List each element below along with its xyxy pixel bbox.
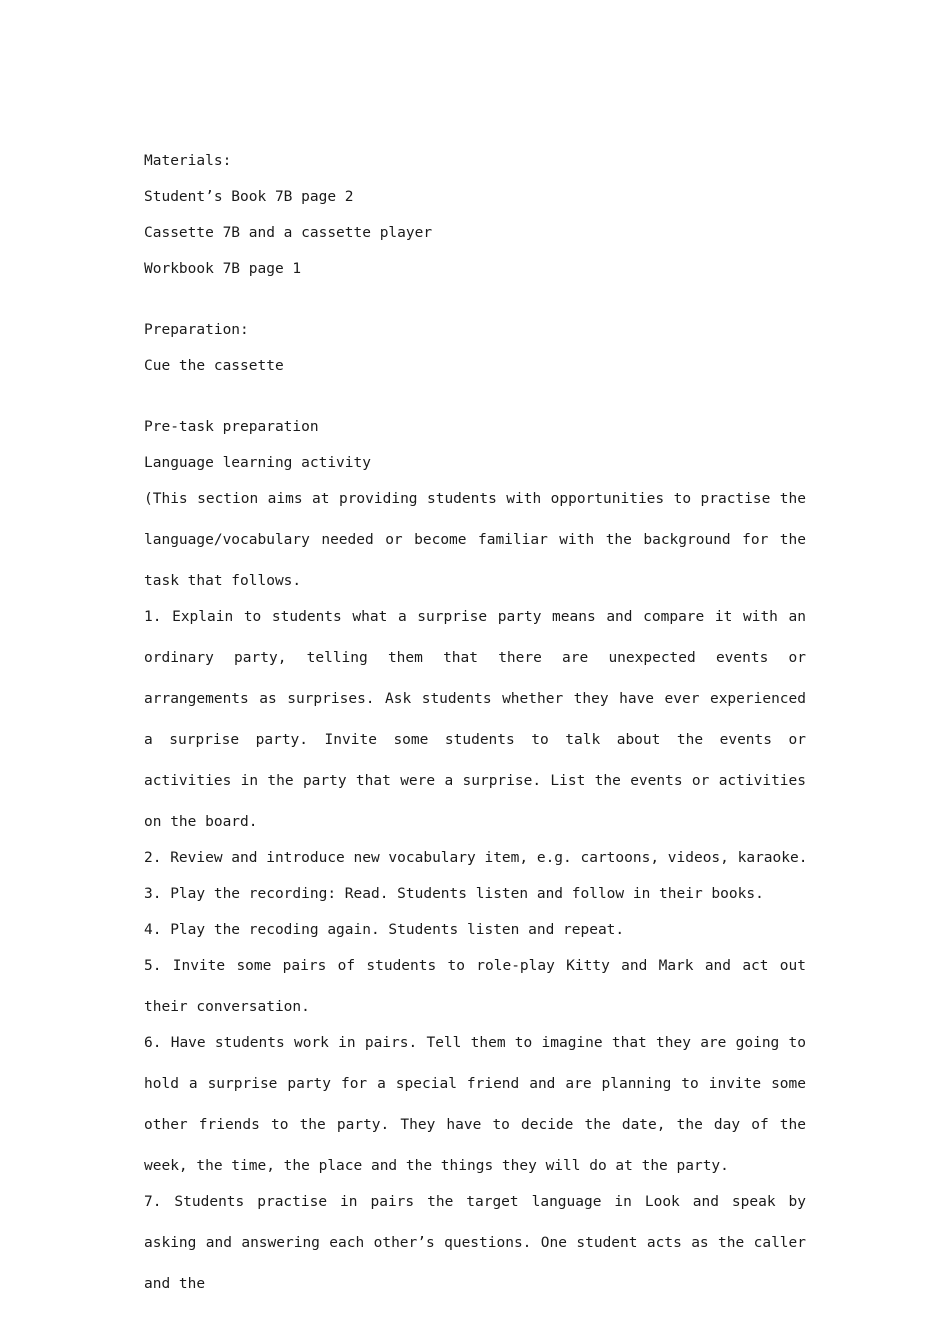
pretask-step-7: 7. Students practise in pairs the target language in Look and speak by asking and answering each other’s questions. One student acts as the caller and the: [144, 1193, 806, 1292]
preparation-heading: Preparation:: [144, 322, 249, 338]
pretask-step-2: 2. Review and introduce new vocabulary item, e.g. cartoons, videos, karaoke.: [144, 850, 808, 866]
pretask-heading: Pre-task preparation: [144, 419, 319, 435]
pretask-step-3: 3. Play the recording: Read. Students listen and follow in their books.: [144, 886, 764, 902]
materials-item: Student’s Book 7B page 2: [144, 189, 354, 205]
pretask-subheading: Language learning activity: [144, 455, 371, 471]
section-spacer: [144, 287, 806, 312]
materials-item: Workbook 7B page 1: [144, 261, 302, 277]
materials-heading: Materials:: [144, 153, 232, 169]
pretask-step-4: 4. Play the recoding again. Students listen and repeat.: [144, 922, 625, 938]
pretask-step-6: 6. Have students work in pairs. Tell them to imagine that they are going to hold a surprise party for a special friend and are planning to invite some other friends to the party. They have to decide the date, the day of the week, the time, the place and the things they will do at the party.: [144, 1034, 806, 1174]
pretask-section: [144, 409, 806, 1307]
materials-section: [144, 143, 806, 287]
lesson-plan-body: [144, 143, 806, 1302]
section-spacer: [144, 384, 806, 409]
pretask-step-1: 1. Explain to students what a surprise party means and compare it with an ordinary party, telling them that there are unexpected events or arrangements as surprises. Ask students whether they have ever experienced a surprise party. Invite some students to talk about the events or activities in the party that were a surprise. List the events or activities on the board.: [144, 608, 806, 830]
materials-item: Cassette 7B and a cassette player: [144, 225, 433, 241]
pretask-step-5: 5. Invite some pairs of students to role-play Kitty and Mark and act out their conversation.: [144, 957, 806, 1015]
preparation-item: Cue the cassette: [144, 358, 284, 374]
pretask-intro: (This section aims at providing students with opportunities to practise the language/vocabulary needed or become familiar with the background for the task that follows.: [144, 490, 806, 589]
preparation-section: [144, 312, 806, 384]
